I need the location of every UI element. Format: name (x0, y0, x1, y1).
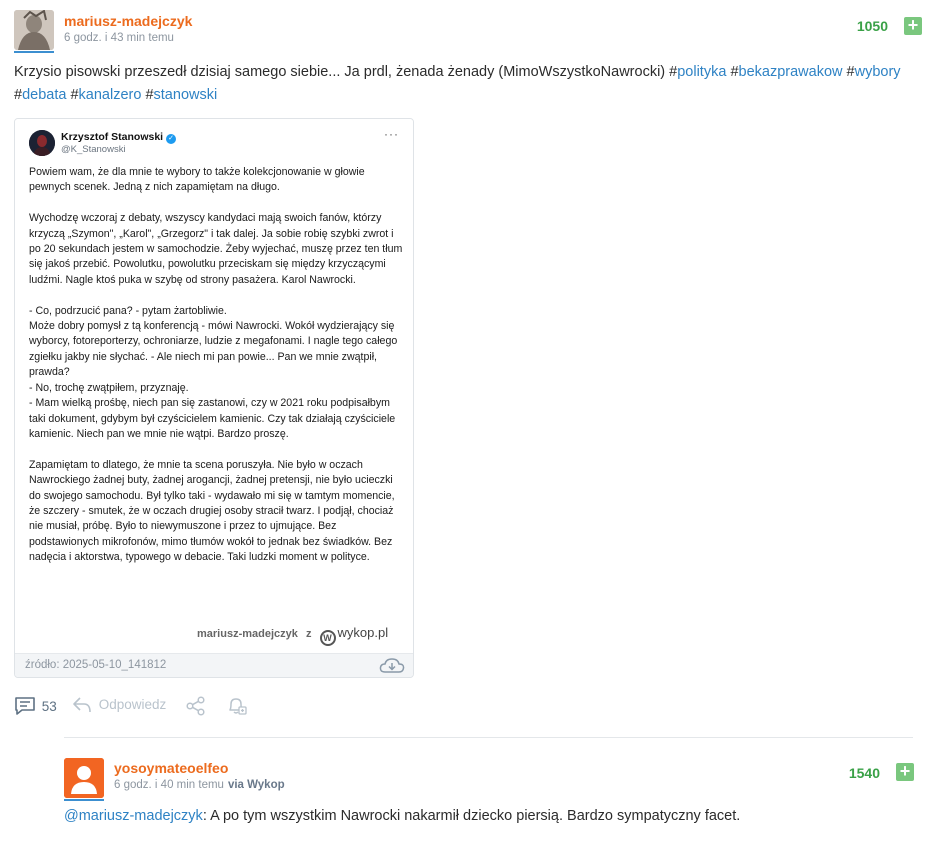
share-button[interactable] (185, 696, 207, 716)
mention-link[interactable]: @mariusz-madejczyk (64, 808, 203, 824)
reply-author-avatar[interactable] (64, 758, 104, 798)
notifications-button[interactable] (226, 696, 248, 716)
watermark-site: wykop.pl (337, 625, 389, 640)
embedded-image[interactable] (14, 118, 414, 678)
reply-text: : A po tym wszystkim Nawrocki nakarmił dziecko piersią. Bardzo sympatyczny facet. (202, 808, 741, 824)
reply-time (114, 779, 285, 791)
tag-link[interactable]: debata (22, 87, 67, 103)
more-options-icon: ··· (384, 127, 399, 141)
reply-time-text[interactable]: 6 godz. i 40 min temu (114, 779, 224, 791)
comments-count: 53 (41, 699, 57, 714)
comments-icon (14, 696, 38, 716)
tweet-text: Powiem wam, że dla mnie te wybory to także kolekcjonowanie w głowie pewnych scenek. Jedną z nich zapamiętam na długo. Wychodzę wczoraj z debaty, wszyscy kandydaci mają swoich fanów, którzy krzyczą „Szymon", „Karol", „Grzegorz" i tak dalej. Ja sobie robię szybki zwrot i po 20 sekundach jestem w samochodzie. Żeby wyjechać, muszę przez ten tłum się jakoś przebić. Powolutku, powolutku przeciskam się między krzyczącymi ludźmi. Nagle ktoś puka w szybę od strony pasażera. Karol Nawrocki. - Co, podrzucić pana? - pytam żartobliwie. Może dobry pomysł z tą konferencją - mówi Nawrocki. Wokół wydzierający się wyborcy, fotoreporterzy, ochroniarze, ludzie z megafonami. I nagle tego całego zgiełku jakby nie słychać. - Ale niech mi pan powie... Pan we mnie zwątpił, prawda? - No, trochę zwątpiłem, przyznaję. - Mam wielką prośbę, niech pan się zastanowi, czy w 2021 roku podpisałbym taki dokument, gdybym był czyścicielem kamienic. Czy tak działają czyściciele kamienic. Niech pan we mnie nie wątpi. Bardzo proszę. Zapamiętam to dlatego, że mnie ta scena poruszyła. Nie było w oczach Nawrockiego żadnej buty, żadnej arogancji, żadnej pretensji, nie było ucieczki do swojego samochodu. Był tylko taki - wydawało mi się w tamtym momencie, że szczery - smutek, że w oczach drugiej osoby stracił twarz. I podjął, chociaż nie musiał, próbę. Było to niewymuszone i przez to ujmujące. Bez podstawionych mikrofonów, mimo tłumów wokół to jednak bez świadków. Bez nadęcia i aktorstwa, typowego w debacie. Taki ludzki moment w polityce. (29, 166, 403, 564)
post-body: Krzysio pisowski przeszedł dzisiaj samego siebie... Ja prdl, żenada żenady (MimoWszystkoNawrocki) #polityka #bekazprawakow #wybory #debata #kanalzero #stanowski (14, 64, 901, 103)
tag-link[interactable]: bekazprawakow (738, 64, 843, 80)
tweet-author-avatar (29, 130, 55, 156)
reply-upvote-button[interactable]: + (896, 763, 914, 781)
verified-badge-icon: ✓ (166, 134, 176, 144)
comment-divider (64, 737, 913, 738)
watermark-z: z (305, 628, 312, 640)
vote-score: 1050 (856, 18, 888, 34)
tweet-screenshot (15, 119, 413, 653)
reply-avatar-status-bar (64, 799, 104, 801)
reply-button[interactable] (72, 696, 166, 714)
tag-link[interactable]: wybory (854, 64, 901, 80)
post-time[interactable]: 6 godz. i 43 min temu (64, 32, 174, 44)
tag-link[interactable]: stanowski (153, 87, 218, 103)
tweet-author-name: Krzysztof Stanowski ✓ (61, 131, 176, 144)
comments-button[interactable] (14, 696, 57, 716)
wykop-logo-icon: W (320, 630, 336, 646)
reply-label: Odpowiedz (98, 697, 167, 712)
tag-link[interactable]: kanalzero (78, 87, 142, 103)
bell-icon (226, 696, 248, 716)
reply-vote-score: 1540 (848, 765, 880, 781)
embed-footer (15, 653, 413, 678)
avatar-status-bar (14, 51, 54, 53)
reply-via[interactable]: via Wykop (227, 779, 285, 791)
share-icon (185, 696, 207, 716)
tag-link[interactable]: polityka (677, 64, 727, 80)
image-watermark (197, 625, 388, 646)
watermark-user: mariusz-madejczyk (197, 628, 298, 640)
reply-author-username[interactable]: yosoymateoelfeo (114, 760, 229, 776)
reply-arrow-icon (72, 696, 92, 714)
tweet-author-handle: @K_Stanowski (61, 144, 126, 155)
image-source: źródło: 2025-05-10_141812 (25, 659, 167, 671)
author-username[interactable]: mariusz-madejczyk (64, 13, 193, 29)
author-avatar[interactable] (14, 10, 54, 50)
reply-body (64, 808, 740, 824)
cloud-download-icon[interactable] (379, 658, 405, 674)
post-text: Krzysio pisowski przeszedł dzisiaj samego siebie... Ja prdl, żenada żenady (MimoWszystkoNawrocki) (14, 64, 670, 80)
upvote-button[interactable]: + (904, 17, 922, 35)
